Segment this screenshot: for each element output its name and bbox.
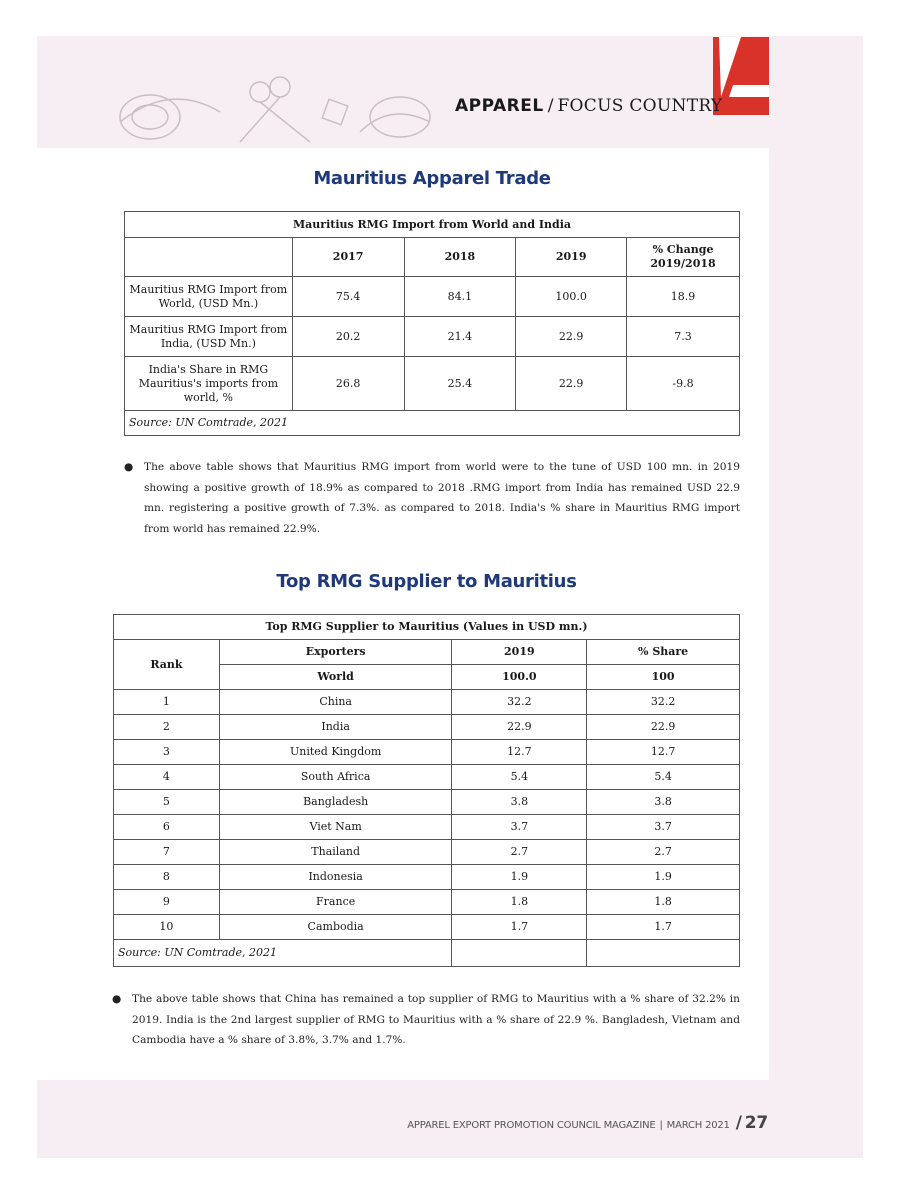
cell: 21.4 bbox=[404, 317, 516, 357]
cell: 20.2 bbox=[292, 317, 404, 357]
header-separator: / bbox=[547, 96, 554, 116]
rank: 10 bbox=[114, 915, 220, 940]
table2-col-2019: 2019 bbox=[452, 640, 587, 665]
value: 3.7 bbox=[452, 815, 587, 840]
row-label: Mauritius RMG Import from India, (USD Mn.) bbox=[125, 317, 293, 357]
table-row bbox=[114, 690, 740, 715]
footer-divider: | bbox=[659, 1120, 663, 1131]
rank: 3 bbox=[114, 740, 220, 765]
table1-source: Source: UN Comtrade, 2021 bbox=[125, 411, 740, 436]
table-row bbox=[114, 765, 740, 790]
value: 2.7 bbox=[452, 840, 587, 865]
table-row bbox=[114, 840, 740, 865]
cell: 22.9 bbox=[516, 317, 627, 357]
table-row bbox=[125, 277, 740, 317]
table2-col-rank: Rank bbox=[114, 640, 220, 690]
country: South Africa bbox=[219, 765, 452, 790]
page-footer bbox=[407, 1113, 768, 1133]
table1-col-empty bbox=[125, 238, 293, 277]
rank: 9 bbox=[114, 890, 220, 915]
bullet-icon: ● bbox=[124, 461, 134, 473]
cell: -9.8 bbox=[627, 357, 740, 411]
value: 3.8 bbox=[452, 790, 587, 815]
footer-slash: / bbox=[735, 1113, 742, 1133]
share: 3.8 bbox=[587, 790, 740, 815]
bullet-text: The above table shows that Mauritius RMG import from world were to the tune of USD 100 mn. in 2019 showing a positive growth of 18.9% as compared to 2018 .RMG import from India has remained USD 22.9 mn. registering a positive growth of 7.3%. as compared to 2018. India's % share in Mauritius RMG import from world has remained 22.9%. bbox=[144, 461, 740, 535]
cell: 100.0 bbox=[516, 277, 627, 317]
table1-title: Mauritius Apparel Trade bbox=[313, 168, 551, 189]
country: Cambodia bbox=[219, 915, 452, 940]
table-row bbox=[114, 915, 740, 940]
country: India bbox=[219, 715, 452, 740]
rank: 1 bbox=[114, 690, 220, 715]
share: 1.9 bbox=[587, 865, 740, 890]
country: Thailand bbox=[219, 840, 452, 865]
world-label: World bbox=[219, 665, 452, 690]
sewing-tools-illustration bbox=[110, 62, 440, 152]
table2-col-share: % Share bbox=[587, 640, 740, 665]
country: Bangladesh bbox=[219, 790, 452, 815]
cell: 22.9 bbox=[516, 357, 627, 411]
table-row bbox=[114, 890, 740, 915]
cell: 25.4 bbox=[404, 357, 516, 411]
table1-col-change: % Change 2019/2018 bbox=[627, 238, 740, 277]
header-section: APPAREL bbox=[455, 96, 544, 116]
table-row bbox=[125, 317, 740, 357]
value: 5.4 bbox=[452, 765, 587, 790]
table1-col-2017: 2017 bbox=[292, 238, 404, 277]
table2-col-exporters: Exporters bbox=[219, 640, 452, 665]
share: 2.7 bbox=[587, 840, 740, 865]
header-subsection: FOCUS COUNTRY bbox=[557, 96, 723, 116]
table-row bbox=[125, 357, 740, 411]
value: 22.9 bbox=[452, 715, 587, 740]
bullet-paragraph-1 bbox=[124, 457, 740, 539]
top-supplier-table bbox=[113, 614, 740, 967]
table1-caption: Mauritius RMG Import from World and India bbox=[125, 212, 740, 238]
table-row bbox=[114, 740, 740, 765]
share: 1.8 bbox=[587, 890, 740, 915]
share: 3.7 bbox=[587, 815, 740, 840]
share: 32.2 bbox=[587, 690, 740, 715]
footer-magazine: APPAREL EXPORT PROMOTION COUNCIL MAGAZINE bbox=[407, 1120, 656, 1131]
table-row bbox=[114, 865, 740, 890]
rank: 2 bbox=[114, 715, 220, 740]
table1-col-2019: 2019 bbox=[516, 238, 627, 277]
page-number: 27 bbox=[744, 1113, 768, 1133]
share: 1.7 bbox=[587, 915, 740, 940]
country: China bbox=[219, 690, 452, 715]
rank: 6 bbox=[114, 815, 220, 840]
row-label: India's Share in RMG Mauritius's imports from world, % bbox=[125, 357, 293, 411]
bullet-text: The above table shows that China has remained a top supplier of RMG to Mauritius with a % share of 32.2% in 2019. India is the 2nd largest supplier of RMG to Mauritius with a % share of 22.9 %. Bangladesh, Vietnam and Cambodia have a % share of 3.8%, 3.7% and 1.7%. bbox=[132, 993, 740, 1046]
cell: 75.4 bbox=[292, 277, 404, 317]
rank: 5 bbox=[114, 790, 220, 815]
value: 1.8 bbox=[452, 890, 587, 915]
share: 22.9 bbox=[587, 715, 740, 740]
cell: 84.1 bbox=[404, 277, 516, 317]
country: Viet Nam bbox=[219, 815, 452, 840]
country: United Kingdom bbox=[219, 740, 452, 765]
rank: 7 bbox=[114, 840, 220, 865]
country: Indonesia bbox=[219, 865, 452, 890]
bullet-icon: ● bbox=[112, 993, 122, 1005]
rmg-import-table bbox=[124, 211, 740, 436]
value: 12.7 bbox=[452, 740, 587, 765]
country: France bbox=[219, 890, 452, 915]
world-value: 100.0 bbox=[452, 665, 587, 690]
table2-source: Source: UN Comtrade, 2021 bbox=[114, 940, 452, 967]
world-share: 100 bbox=[587, 665, 740, 690]
table-row bbox=[114, 815, 740, 840]
value: 1.9 bbox=[452, 865, 587, 890]
table-row bbox=[114, 790, 740, 815]
cell: 18.9 bbox=[627, 277, 740, 317]
cell: 7.3 bbox=[627, 317, 740, 357]
table2-title: Top RMG Supplier to Mauritius bbox=[276, 571, 577, 592]
bullet-paragraph-2 bbox=[112, 989, 740, 1051]
footer-date: MARCH 2021 bbox=[666, 1120, 730, 1131]
empty-cell bbox=[587, 940, 740, 967]
value: 1.7 bbox=[452, 915, 587, 940]
rank: 4 bbox=[114, 765, 220, 790]
value: 32.2 bbox=[452, 690, 587, 715]
table1-col-2018: 2018 bbox=[404, 238, 516, 277]
cell: 26.8 bbox=[292, 357, 404, 411]
empty-cell bbox=[452, 940, 587, 967]
share: 12.7 bbox=[587, 740, 740, 765]
share: 5.4 bbox=[587, 765, 740, 790]
row-label: Mauritius RMG Import from World, (USD Mn.) bbox=[125, 277, 293, 317]
header-title bbox=[455, 95, 722, 116]
rank: 8 bbox=[114, 865, 220, 890]
table2-caption: Top RMG Supplier to Mauritius (Values in USD mn.) bbox=[114, 615, 740, 640]
table-row bbox=[114, 715, 740, 740]
